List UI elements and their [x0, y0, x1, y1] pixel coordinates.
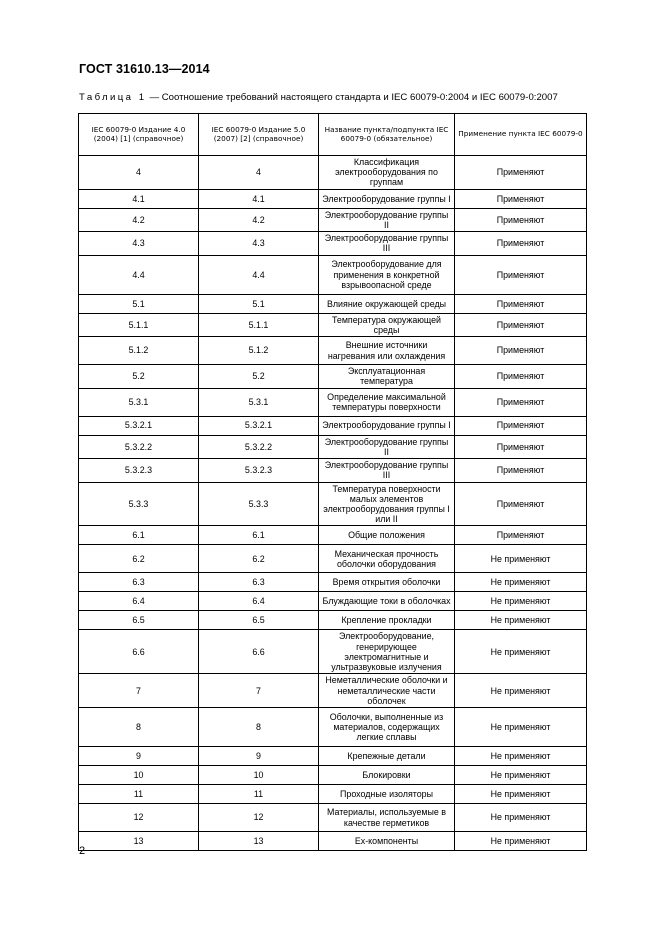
table-cell-c4: Не применяют — [455, 747, 587, 766]
table-row — [79, 208, 587, 231]
table-cell-c4: Не применяют — [455, 804, 587, 832]
table-cell-c4: Не применяют — [455, 573, 587, 592]
table-cell-c4: Применяют — [455, 189, 587, 208]
table-row — [79, 766, 587, 785]
table-cell-c3: Внешние источники нагревания или охлаждения — [319, 337, 455, 365]
table-cell-c4: Применяют — [455, 416, 587, 435]
table-cell-c3: Оболочки, выполненные из материалов, содержащих легкие сплавы — [319, 708, 455, 747]
table-cell-c2: 5.3.2.2 — [199, 435, 319, 458]
table-cell-c4: Применяют — [455, 313, 587, 336]
table-cell-c4: Применяют — [455, 365, 587, 388]
table-cell-c2: 8 — [199, 708, 319, 747]
table-cell-c1: 5.1.2 — [79, 337, 199, 365]
table-cell-c3: Блуждающие токи в оболочках — [319, 592, 455, 611]
table-cell-c1: 4 — [79, 156, 199, 190]
table-row — [79, 294, 587, 313]
table-cell-c3: Ex-компоненты — [319, 832, 455, 851]
table-cell-c1: 10 — [79, 766, 199, 785]
table-cell-c3: Проходные изоляторы — [319, 785, 455, 804]
caption-number: 1 — [138, 92, 145, 103]
table-row — [79, 337, 587, 365]
table-cell-c3: Электрооборудование для применения в конкретной взрывоопасной среде — [319, 255, 455, 294]
table-cell-c4: Применяют — [455, 459, 587, 482]
table-cell-c1: 13 — [79, 832, 199, 851]
table-cell-c3: Электрооборудование группы I — [319, 416, 455, 435]
document-code: ГОСТ 31610.13—2014 — [79, 62, 210, 76]
table-cell-c4: Не применяют — [455, 766, 587, 785]
table-cell-c2: 5.3.3 — [199, 482, 319, 526]
table-cell-c3: Механическая прочность оболочки оборудования — [319, 545, 455, 573]
table-cell-c1: 6.1 — [79, 526, 199, 545]
table-row — [79, 708, 587, 747]
table-row — [79, 435, 587, 458]
table-cell-c3: Электрооборудование группы III — [319, 459, 455, 482]
table-cell-c1: 6.3 — [79, 573, 199, 592]
table-cell-c1: 5.3.2.2 — [79, 435, 199, 458]
table-cell-c1: 4.1 — [79, 189, 199, 208]
table-cell-c2: 4.3 — [199, 232, 319, 255]
table-cell-c2: 13 — [199, 832, 319, 851]
table-cell-c2: 10 — [199, 766, 319, 785]
table-row — [79, 365, 587, 388]
column-header — [79, 114, 199, 156]
table-cell-c4: Применяют — [455, 526, 587, 545]
table-row — [79, 545, 587, 573]
table-cell-c1: 5.3.2.3 — [79, 459, 199, 482]
table-cell-c2: 9 — [199, 747, 319, 766]
table-cell-c3: Влияние окружающей среды — [319, 294, 455, 313]
table-cell-c1: 4.3 — [79, 232, 199, 255]
table-cell-c2: 6.5 — [199, 611, 319, 630]
table-cell-c2: 5.3.2.1 — [199, 416, 319, 435]
table-cell-c2: 5.1.2 — [199, 337, 319, 365]
column-header-text: Применение пункта IEC 60079-0 — [458, 129, 583, 139]
table-cell-c1: 8 — [79, 708, 199, 747]
table-cell-c1: 6.2 — [79, 545, 199, 573]
table-cell-c2: 5.3.2.3 — [199, 459, 319, 482]
table-cell-c3: Температура окружающей среды — [319, 313, 455, 336]
table-cell-c2: 6.4 — [199, 592, 319, 611]
table-cell-c4: Не применяют — [455, 785, 587, 804]
table-cell-c1: 4.2 — [79, 208, 199, 231]
table-cell-c3: Общие положения — [319, 526, 455, 545]
table-cell-c2: 4.2 — [199, 208, 319, 231]
column-header-text: IEC 60079-0 Издание 5.0 (2007) [2] (справочное) — [211, 125, 306, 143]
table-header-row — [79, 114, 587, 156]
table-cell-c3: Материалы, используемые в качестве герметиков — [319, 804, 455, 832]
table-cell-c2: 4.1 — [199, 189, 319, 208]
table-cell-c1: 5.3.2.1 — [79, 416, 199, 435]
table-cell-c4: Не применяют — [455, 545, 587, 573]
table-cell-c1: 5.1.1 — [79, 313, 199, 336]
table-cell-c2: 5.3.1 — [199, 388, 319, 416]
table-cell-c4: Не применяют — [455, 611, 587, 630]
table-cell-c4: Не применяют — [455, 592, 587, 611]
table-cell-c1: 5.1 — [79, 294, 199, 313]
table-row — [79, 388, 587, 416]
table-cell-c3: Классификация электрооборудования по группам — [319, 156, 455, 190]
table-cell-c1: 9 — [79, 747, 199, 766]
table-cell-c2: 5.1.1 — [199, 313, 319, 336]
table-cell-c4: Не применяют — [455, 630, 587, 674]
table-cell-c4: Применяют — [455, 482, 587, 526]
table-cell-c4: Применяют — [455, 435, 587, 458]
table-row — [79, 804, 587, 832]
table-cell-c3: Блокировки — [319, 766, 455, 785]
table-cell-c2: 12 — [199, 804, 319, 832]
table-cell-c2: 6.1 — [199, 526, 319, 545]
table-cell-c1: 4.4 — [79, 255, 199, 294]
table-cell-c1: 6.5 — [79, 611, 199, 630]
column-header — [319, 114, 455, 156]
table-cell-c3: Крепежные детали — [319, 747, 455, 766]
table-row — [79, 482, 587, 526]
table-cell-c3: Электрооборудование группы III — [319, 232, 455, 255]
table-cell-c4: Не применяют — [455, 674, 587, 708]
page-number: 2 — [79, 845, 86, 857]
caption-label: Таблица — [79, 92, 134, 103]
column-header — [455, 114, 587, 156]
table-cell-c4: Применяют — [455, 208, 587, 231]
table-cell-c2: 6.3 — [199, 573, 319, 592]
table-row — [79, 189, 587, 208]
table-row — [79, 232, 587, 255]
table-cell-c4: Применяют — [455, 255, 587, 294]
table-cell-c1: 6.4 — [79, 592, 199, 611]
table-cell-c4: Применяют — [455, 294, 587, 313]
table-row — [79, 573, 587, 592]
table-row — [79, 785, 587, 804]
table-row — [79, 630, 587, 674]
table-cell-c4: Применяют — [455, 337, 587, 365]
table-cell-c2: 11 — [199, 785, 319, 804]
table-cell-c2: 4 — [199, 156, 319, 190]
table-cell-c2: 5.2 — [199, 365, 319, 388]
table-cell-c2: 4.4 — [199, 255, 319, 294]
table-cell-c4: Применяют — [455, 232, 587, 255]
table-cell-c3: Электрооборудование группы I — [319, 189, 455, 208]
table-cell-c3: Электрооборудование группы II — [319, 208, 455, 231]
table-row — [79, 747, 587, 766]
table-cell-c1: 6.6 — [79, 630, 199, 674]
table-cell-c3: Температура поверхности малых элементов электрооборудования группы I или II — [319, 482, 455, 526]
column-header-text: Название пункта/подпункта IEC 60079-0 (обязательное) — [324, 125, 449, 143]
table-cell-c4: Применяют — [455, 388, 587, 416]
column-header-text: IEC 60079-0 Издание 4.0 (2004) [1] (справочное) — [91, 125, 186, 143]
table-row — [79, 313, 587, 336]
table-cell-c1: 7 — [79, 674, 199, 708]
table-cell-c2: 6.6 — [199, 630, 319, 674]
table-cell-c3: Электрооборудование группы II — [319, 435, 455, 458]
table-cell-c3: Крепление прокладки — [319, 611, 455, 630]
table-row — [79, 459, 587, 482]
table-cell-c1: 5.3.1 — [79, 388, 199, 416]
table-cell-c3: Электрооборудование, генерирующее электромагнитные и ультразвуковые излучения — [319, 630, 455, 674]
table-cell-c1: 11 — [79, 785, 199, 804]
table-cell-c3: Неметаллические оболочки и неметаллические части оболочек — [319, 674, 455, 708]
table-cell-c3: Эксплуатационная температура — [319, 365, 455, 388]
column-header — [199, 114, 319, 156]
table-row — [79, 255, 587, 294]
table-cell-c3: Определение максимальной температуры поверхности — [319, 388, 455, 416]
table-caption — [79, 92, 558, 103]
table-cell-c1: 5.3.3 — [79, 482, 199, 526]
table-row — [79, 156, 587, 190]
table-row — [79, 832, 587, 851]
table-cell-c2: 6.2 — [199, 545, 319, 573]
table-cell-c4: Не применяют — [455, 708, 587, 747]
table-cell-c4: Применяют — [455, 156, 587, 190]
table-cell-c3: Время открытия оболочки — [319, 573, 455, 592]
table-row — [79, 611, 587, 630]
table-cell-c2: 7 — [199, 674, 319, 708]
table-cell-c4: Не применяют — [455, 832, 587, 851]
table-row — [79, 674, 587, 708]
table-row — [79, 592, 587, 611]
table-cell-c1: 5.2 — [79, 365, 199, 388]
table-row — [79, 416, 587, 435]
correspondence-table — [78, 113, 587, 851]
table-cell-c2: 5.1 — [199, 294, 319, 313]
caption-text: — Соотношение требований настоящего стандарта и IEC 60079-0:2004 и IEC 60079-0:2007 — [149, 92, 558, 103]
table-row — [79, 526, 587, 545]
table-cell-c1: 12 — [79, 804, 199, 832]
